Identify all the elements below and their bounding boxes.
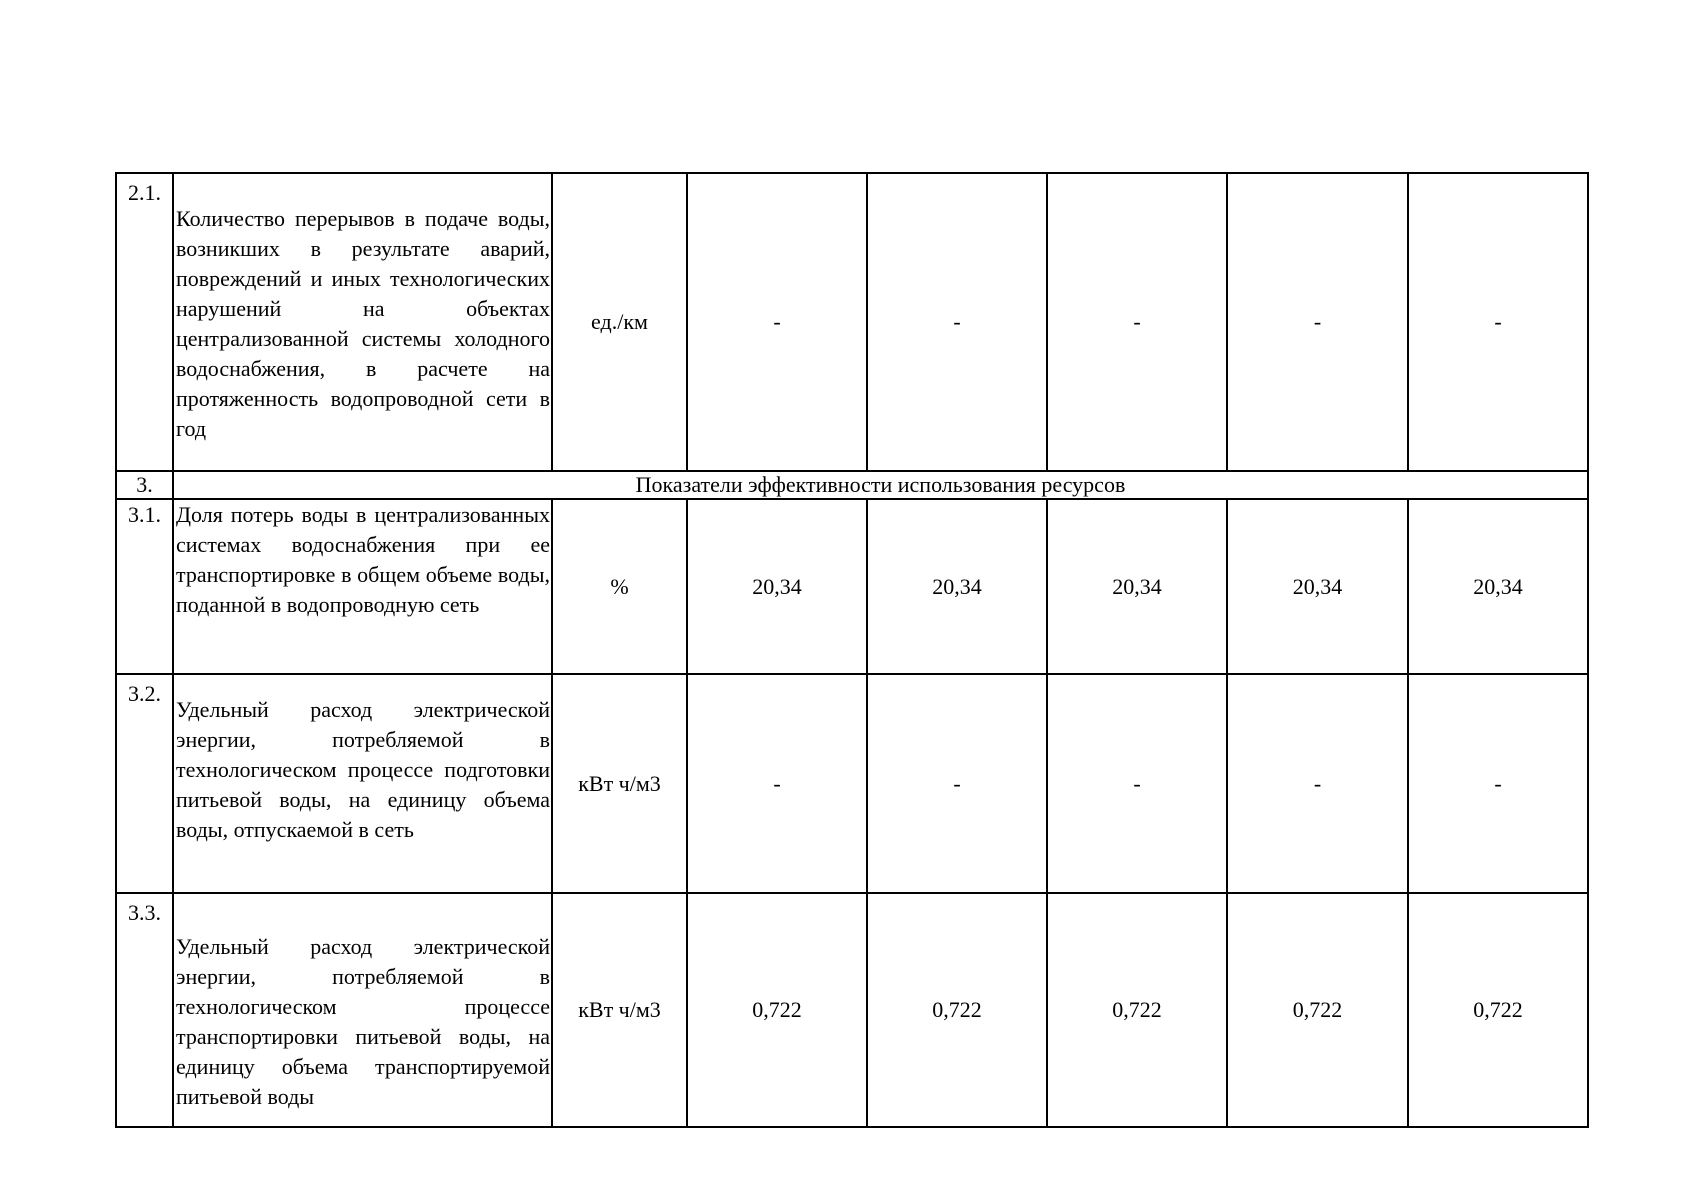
row-number: 3.1. <box>116 499 173 674</box>
value-cell: 0,722 <box>867 893 1047 1127</box>
value-cell: 20,34 <box>1408 499 1588 674</box>
value-cell: - <box>687 173 867 471</box>
row-unit: кВт ч/м3 <box>552 674 687 893</box>
section-row <box>116 471 1588 499</box>
value-cell: 20,34 <box>1047 499 1227 674</box>
row-description: Доля потерь воды в централизованных системах водоснабжения при ее транспортировке в общем объеме воды, поданной в водопроводную сеть <box>173 499 552 674</box>
section-title: Показатели эффективности использования ресурсов <box>173 471 1588 499</box>
value-cell: 20,34 <box>867 499 1047 674</box>
value-cell: - <box>687 674 867 893</box>
indicators-table <box>115 172 1589 1128</box>
value-cell: - <box>867 173 1047 471</box>
row-number: 2.1. <box>116 173 173 471</box>
row-unit: ед./км <box>552 173 687 471</box>
value-cell: - <box>1047 674 1227 893</box>
value-cell: - <box>1408 674 1588 893</box>
table-row <box>116 893 1588 1127</box>
value-cell: 20,34 <box>687 499 867 674</box>
value-cell: 20,34 <box>1227 499 1408 674</box>
row-description: Удельный расход электрической энергии, потребляемой в технологическом процессе подготовки питьевой воды, на единицу объема воды, отпускаемой в сеть <box>173 674 552 893</box>
value-cell: 0,722 <box>1047 893 1227 1127</box>
value-cell: - <box>1227 173 1408 471</box>
row-number: 3.3. <box>116 893 173 1127</box>
table-row <box>116 499 1588 674</box>
value-cell: - <box>1047 173 1227 471</box>
table-row <box>116 173 1588 471</box>
row-description: Удельный расход электрической энергии, потребляемой в технологическом процессе транспортировки питьевой воды, на единицу объема транспортируемой питьевой воды <box>173 893 552 1127</box>
row-description: Количество перерывов в подаче воды, возникших в результате аварий, повреждений и иных технологических нарушений на объектах централизованной системы холодного водоснабжения, в расчете на протяженность водопроводной сети в год <box>173 173 552 471</box>
value-cell: 0,722 <box>1408 893 1588 1127</box>
value-cell: - <box>1408 173 1588 471</box>
value-cell: - <box>867 674 1047 893</box>
section-number: 3. <box>116 471 173 499</box>
row-unit: % <box>552 499 687 674</box>
value-cell: 0,722 <box>687 893 867 1127</box>
value-cell: - <box>1227 674 1408 893</box>
row-unit: кВт ч/м3 <box>552 893 687 1127</box>
value-cell: 0,722 <box>1227 893 1408 1127</box>
row-number: 3.2. <box>116 674 173 893</box>
table-row <box>116 674 1588 893</box>
